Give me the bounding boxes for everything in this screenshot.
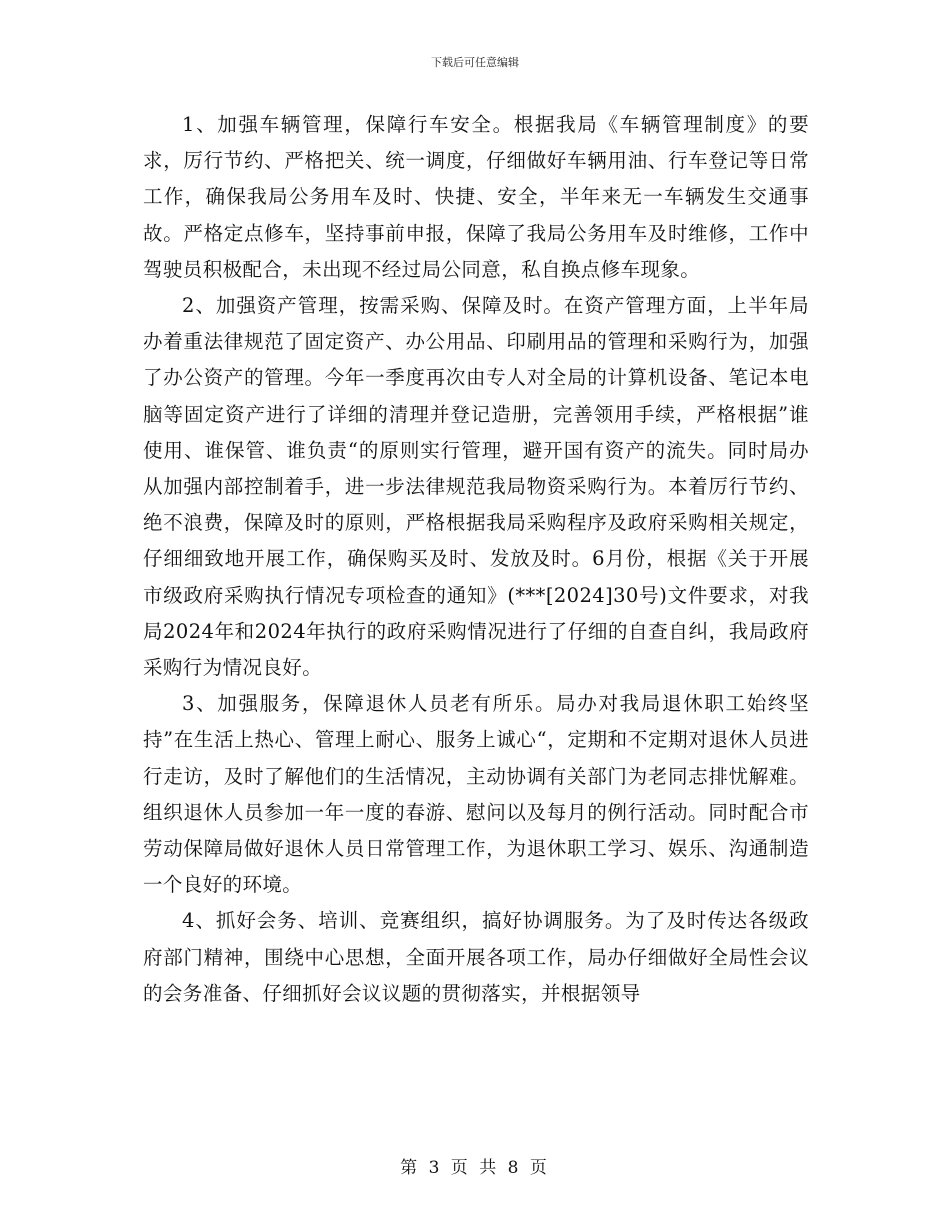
paragraph-meetings-training: 4、抓好会务、培训、竞赛组织，搞好协调服务。为了及时传达各级政府部门精神，围绕中心思想，全面开展各项工作，局办仔细做好全局性会议的会务准备、仔细抓好会议议题的贯彻落实，并根据领导: [143, 909, 809, 1005]
page-number-footer: 第 3 页 共 8 页: [400, 1158, 550, 1178]
document-body: [143, 107, 809, 1012]
page-header-note: 下载后可任意编辑: [431, 56, 519, 69]
paragraph-vehicle-management: 1、加强车辆管理，保障行车安全。根据我局《车辆管理制度》的要求，厉行节约、严格把关、统一调度，仔细做好车辆用油、行车登记等日常工作，确保我局公务用车及时、快捷、安全，半年来无一车辆发生交通事故。严格定点修车，坚持事前申报，保障了我局公务用车及时维修，工作中驾驶员积极配合，未出现不经过局公同意，私自换点修车现象。: [143, 113, 809, 281]
paragraph-retiree-services: 3、加强服务，保障退休人员老有所乐。局办对我局退休职工始终坚持”在生活上热心、管理上耐心、服务上诚心“，定期和不定期对退休人员进行走访，及时了解他们的生活情况，主动协调有关部门为老同志排忧解难。组织退休人员参加一年一度的春游、慰问以及每月的例行活动。同时配合市劳动保障局做好退休人员日常管理工作，为退休职工学习、娱乐、沟通制造一个良好的环境。: [143, 692, 809, 897]
paragraph-asset-management: 2、加强资产管理，按需采购、保障及时。在资产管理方面，上半年局办着重法律规范了固定资产、办公用品、印刷用品的管理和采购行为，加强了办公资产的管理。今年一季度再次由专人对全局的计算机设备、笔记本电脑等固定资产进行了详细的清理并登记造册，完善领用手续，严格根据”谁使用、谁保管、谁负责“的原则实行管理，避开国有资产的流失。同时局办从加强内部控制着手，进一步法律规范我局物资采购行为。本着厉行节约、绝不浪费，保障及时的原则，严格根据我局采购程序及政府采购相关规定，仔细细致地开展工作，确保购买及时、发放及时。6月份，根据《关于开展市级政府采购执行情况专项检查的通知》(***[2024]30号)文件要求，对我局2024年和2024年执行的政府采购情况进行了仔细的自查自纠，我局政府采购行为情况良好。: [143, 294, 809, 680]
